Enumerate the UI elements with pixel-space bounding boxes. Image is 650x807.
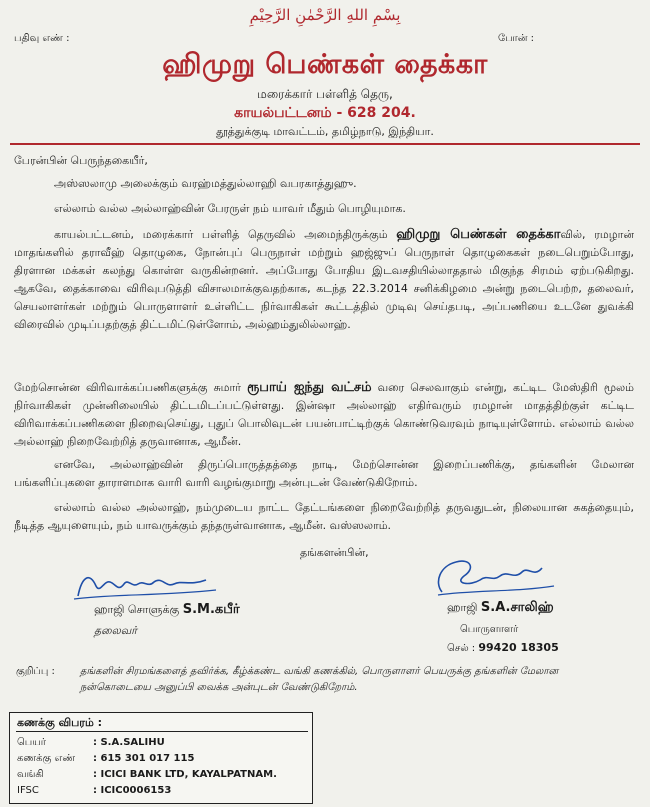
- bank-account-box: [9, 712, 313, 804]
- account-value: : ICIC0006153: [93, 785, 172, 796]
- president-prefix: ஹாஜி சொளுக்கு: [94, 603, 180, 616]
- estimated-amount: ரூபாய் ஐந்து வட்சம்: [247, 380, 372, 395]
- greeting: அஸ்ஸலாமு அலைக்கும் வரஹ்மத்துல்லாஹி வபரகாத்துஹு.: [54, 177, 357, 190]
- president-role: தலைவர்: [94, 624, 137, 637]
- paragraph-text: எல்லாம் வல்ல அல்லாஹ், நம்முடைய நாட்ட தேட்டங்களை நிறைவேற்றித் தருவதுடன், நிலையான சுகத்தையும், நீடித்த ஆயுளையும், நம் யாவருக்கும் தந்தருள்வானாக, ஆமீன். வஸ்ஸலாம்.: [14, 501, 634, 532]
- district-state-country: தூத்துக்குடி மாவட்டம், தமிழ்நாடு, இந்தியா.: [216, 125, 434, 138]
- paragraph-donation-appeal: [14, 456, 634, 492]
- street-address: மரைக்கார் பள்ளித் தெரு,: [257, 87, 393, 101]
- account-row-name: [17, 737, 165, 749]
- header-divider: [10, 143, 640, 145]
- account-title-underline: [16, 731, 308, 732]
- salutation: பேரன்பின் பெருந்தகையீர்,: [14, 154, 148, 167]
- closing-phrase: தங்களன்பின்,: [300, 546, 369, 559]
- treasurer-signature: [430, 552, 560, 598]
- treasurer-name: [447, 600, 554, 616]
- note-label: குறிப்பு :: [16, 666, 55, 677]
- bismillah-calligraphy: بِسْمِ اللهِ الرَّحْمٰنِ الرَّحِيْمِ: [249, 6, 401, 24]
- registration-number-label: பதிவு எண் :: [14, 33, 70, 44]
- president-name: [94, 602, 240, 618]
- treasurer-name-text: S.A.சாலிஹ்: [480, 600, 554, 615]
- treasurer-role: பொருளாளர்: [460, 624, 519, 635]
- treasurer-cell: [447, 641, 559, 655]
- account-row-ifsc: [17, 785, 171, 796]
- account-key: கணக்கு எண்: [17, 753, 76, 764]
- opening-prayer: எல்லாம் வல்ல அல்லாஹ்வின் பேரருள் நம் யாவர் மீதும் பொழியுமாக.: [54, 202, 406, 215]
- account-value: : ICICI BANK LTD, KAYALPATNAM.: [93, 769, 277, 780]
- treasurer-prefix: ஹாஜி: [447, 601, 478, 614]
- paragraph-text: வில், ரமழான் மாதங்களில் தராவீஹ் தொழுகை, நோன்புப் பெருநாள் மற்றும் ஹஜ்ஜுப் பெருநாள் தொழுகைகள் நடைபெறும்போது, திரளான மக்கள் கலந்து கொள்ள வருகின்றனர். அப்போது போதிய இடவசதியில்லாததால் மிகுந்த சிரமம் ஏற்படுகிறது. ஆகவே, தைக்காவை விரிவுபடுத்தி விசாலமாக்குவதற்காக, கடந்த 22.3.2014 சனிக்கிழமை அன்று நடைபெற்ற, தலைவர், செயலாளர்கள் மற்றும் பொருளாளர் உள்ளிட்ட நிர்வாகிகள் கூட்டத்தில் முடிவு செய்தபடி, அப்பணியை உடனே துவக்கி விரைவில் முடிப்பதற்குத் திட்டமிட்டுள்ளோம், அல்ஹம்துலில்லாஹ்.: [14, 228, 634, 331]
- account-value: : 615 301 017 115: [93, 753, 195, 764]
- paragraph-text: மேற்சொன்ன விரிவாக்கப்பணிகளுக்கு சுமார்: [14, 381, 248, 394]
- paragraph-text: வரை செலவாகும் என்று, கட்டிட மேஸ்திரி மூலம் நிர்வாகிகள் முன்னிலையில் திட்டமிடப்பட்டுள்ளது. இன்ஷா அல்லாஹ் எதிர்வரும் ரமழான் மாதத்திற்குள் கட்டிட விரிவாக்கப்பணிகளை நிறைவுசெய்து, புதுப் பொலிவுடன் பயன்பாட்டிற்குக் கொண்டுவரவும் நாடியுள்ளோம். எல்லாம் வல்ல அல்லாஹ் நிறைவேற்றித் தருவானாக, ஆமீன்.: [14, 381, 634, 448]
- phone-label: போன் :: [498, 33, 535, 44]
- cell-label: செல் :: [447, 643, 476, 654]
- account-key: பெயர்: [17, 737, 47, 748]
- paragraph-text: எனவே, அல்லாஹ்வின் திருப்பொருத்தத்தை நாடி, மேற்சொன்ன இறைப்பணிக்கு, தங்களின் மேலான பங்களிப்புகளை தாராளமாக வாரி வாரி வழங்குமாறு அன்புடன் வேண்டுகிறோம்.: [14, 458, 634, 489]
- account-row-number: [17, 753, 194, 765]
- account-value: : S.A.SALIHU: [93, 737, 165, 748]
- account-key: IFSC: [17, 785, 39, 796]
- organization-name: ஹிமுறு பெண்கள் தைக்கா: [162, 49, 488, 80]
- cell-number: 99420 18305: [478, 641, 559, 654]
- account-key: வங்கி: [17, 769, 44, 780]
- president-name-text: S.M.கபீர்: [182, 602, 240, 617]
- city-pincode: காயல்பட்டனம் - 628 204.: [234, 105, 416, 121]
- paragraph-text: காயல்பட்டனம், மரைக்கார் பள்ளித் தெருவில் அமைந்திருக்கும்: [54, 228, 397, 241]
- paragraph-closing-prayer: [14, 499, 634, 535]
- paragraph-cost-estimate: [14, 379, 634, 451]
- note-text: தங்களின் சிரமங்களைத் தவிர்க்க, கீழ்க்கண்ட வங்கி கணக்கில், பொருளாளர் பெயருக்கு தங்களின் மேலான நன்கொடையை அனுப்பி வைக்க அன்புடன் வேண்டுகிறோம்.: [80, 666, 559, 693]
- paragraph-expansion-plan: [14, 226, 634, 334]
- president-signature: [70, 566, 220, 602]
- organization-name-inline: ஹிமுறு பெண்கள் தைக்கா: [396, 227, 561, 242]
- account-details-title: கணக்கு விபரம் :: [17, 716, 103, 729]
- account-row-bank: [17, 769, 277, 781]
